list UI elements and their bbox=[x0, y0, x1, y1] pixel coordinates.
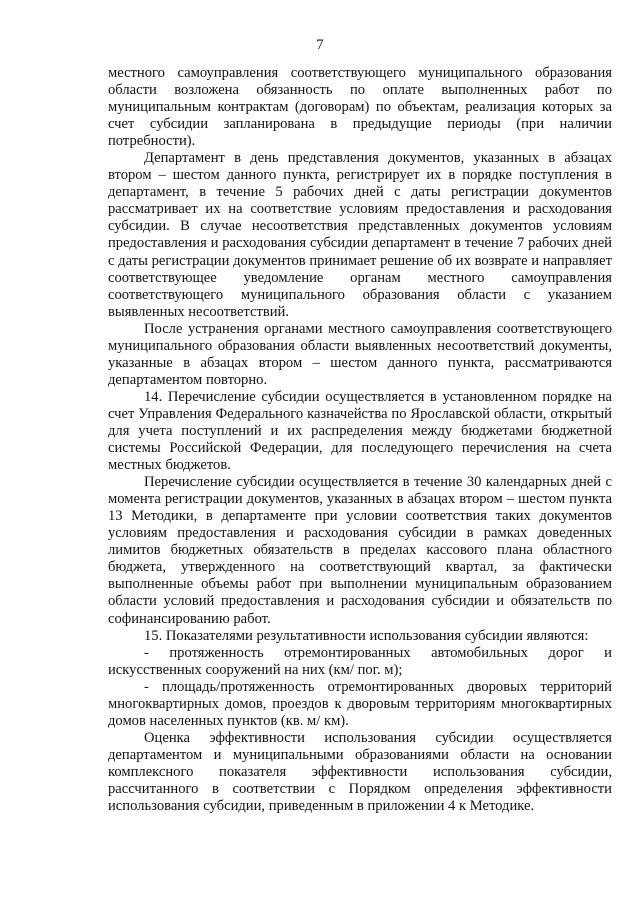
paragraph-6: 15. Показателями результативности использования субсидии являются: bbox=[144, 627, 589, 644]
page-number: 7 bbox=[316, 37, 324, 53]
paragraph-4: 14. Перечисление субсидии осуществляется в установленном порядке на счет Управления Федерального казначейства по Ярославской области, открытый для учета поступлений и их распределения между бюджетами бюджетной системы Российской Федерации, для последующего перечисления на счета местных бюджетов. bbox=[108, 388, 612, 474]
paragraph-7: - протяженность отремонтированных автомобильных дорог и искусственных сооружений на них (км/ пог. м); bbox=[108, 644, 612, 678]
paragraph-2: Департамент в день представления документов, указанных в абзацах втором – шестом данного пункта, регистрирует их в порядке поступления в департамент, в течение 5 рабочих дней с даты регистрации документов рассматривает их на соответствие условиям предоставления и расходования субсидии. В случае несоответствия представленных документов условиям предоставления и расходования субсидии департамент в течение 7 рабочих дней с даты регистрации документов принимает решение об их возврате и направляет соответствующее уведомление органам местного самоуправления соответствующего муниципального образования области с указанием выявленных несоответствий. bbox=[108, 150, 612, 320]
paragraph-9: Оценка эффективности использования субсидии осуществляется департаментом и муниципальными образованиями области на основании комплексного показателя эффективности использования субсидии, рассчитанного в соответствии с Порядком определения эффективности использования субсидии, приведенным в приложении 4 к Методике. bbox=[108, 729, 612, 815]
paragraph-1: местного самоуправления соответствующего муниципального образования области возложена обязанность по оплате выполненных работ по муниципальным контрактам (договорам) по объектам, реализация которых за счет субсидии запланирована в предыдущие периоды (при наличии потребности). bbox=[108, 65, 612, 150]
document-body bbox=[108, 65, 612, 815]
paragraph-3: После устранения органами местного самоуправления соответствующего муниципального образования области выявленных несоответствий документы, указанные в абзацах втором – шестом данного пункта, рассматриваются департаментом повторно. bbox=[108, 320, 612, 388]
paragraph-5: Перечисление субсидии осуществляется в течение 30 календарных дней с момента регистрации документов, указанных в абзацах втором – шестом пункта 13 Методики, в департаменте при условии соответствия таких документов условиям предоставления и расходования субсидии в рамках доведенных лимитов бюджетных обязательств в пределах кассового плана областного бюджета, утвержденного на соответствующий квартал, за фактически выполненные объемы работ при выполнении муниципальным образованием области условий предоставления и расходования субсидии и обязательств по софинансированию работ. bbox=[108, 474, 612, 627]
paragraph-8: - площадь/протяженность отремонтированных дворовых территорий многоквартирных домов, проездов к дворовым территориям многоквартирных домов населенных пунктов (кв. м/ км). bbox=[108, 678, 612, 729]
